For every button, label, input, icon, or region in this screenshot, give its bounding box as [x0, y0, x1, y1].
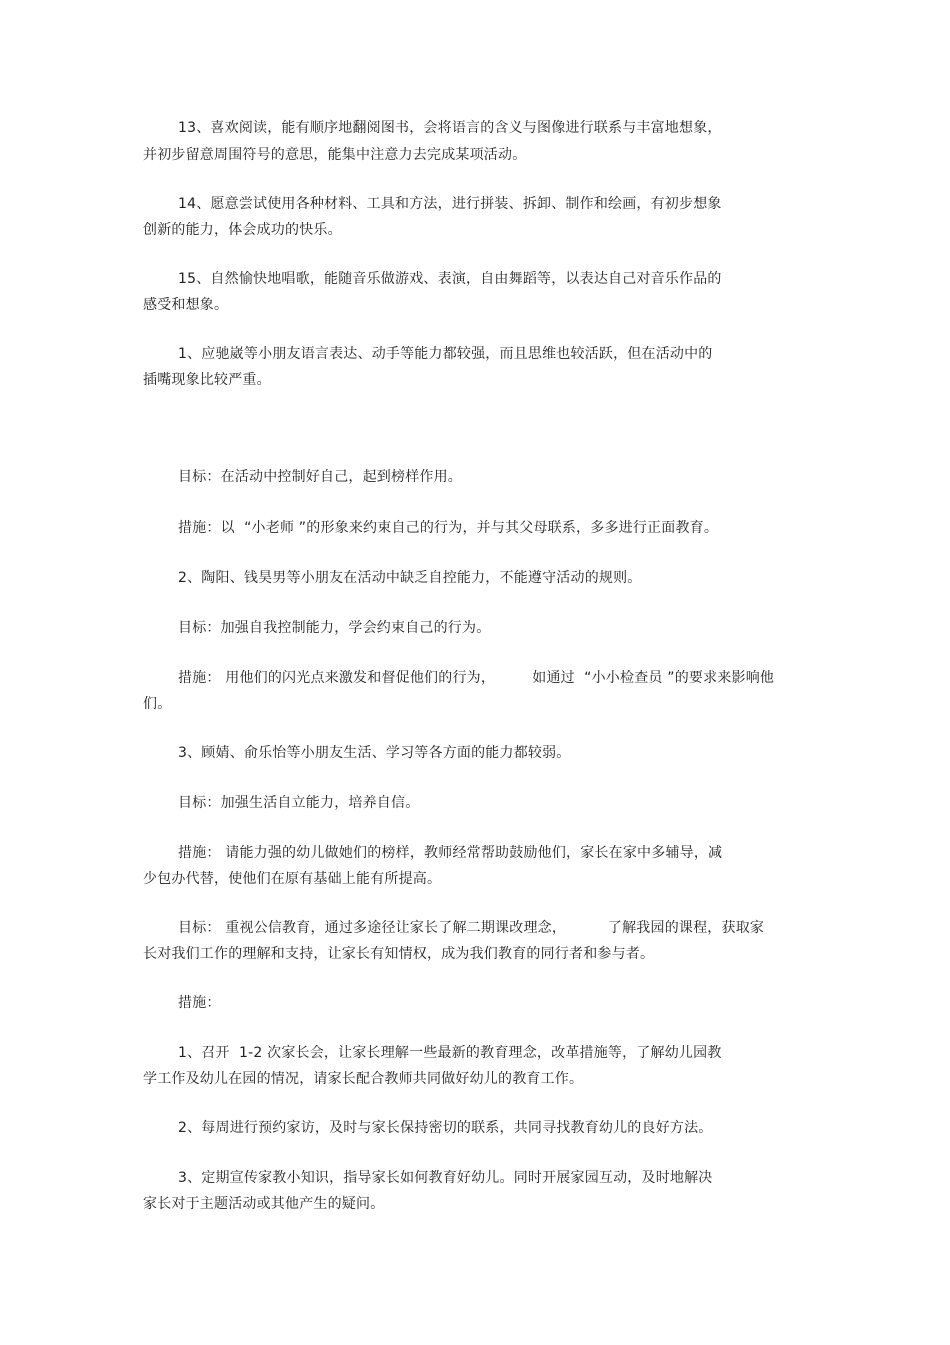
child-2-line: 2、陶阳、钱昊男等小朋友在活动中缺乏自控能力，不能遵守活动的规则。	[178, 570, 642, 586]
child-3-measure-line-2: 少包办代替，使他们在原有基础上能有所提高。	[143, 871, 442, 887]
parent-measure-2: 2、每周进行预约家访，及时与家长保持密切的联系，共同寻找教育幼儿的良好方法。	[178, 1120, 713, 1136]
parent-measure-3-line-2: 家长对于主题活动或其他产生的疑问。	[143, 1196, 385, 1212]
parent-measure-1-line-2: 学工作及幼儿在园的情况，请家长配合教师共同做好幼儿的教育工作。	[143, 1071, 584, 1087]
child-1-line-1: 1、应驰崴等小朋友语言表达、动手等能力都较强，而且思维也较活跃，但在活动中的	[178, 346, 713, 362]
child-3-measure-line-1: 措施： 请能力强的幼儿做她们的榜样，教师经常帮助鼓励他们，家长在家中多辅导，减	[178, 845, 723, 861]
paragraph-15-line-2: 感受和想象。	[143, 297, 229, 313]
parent-goal-line-2: 长对我们工作的理解和支持，让家长有知情权，成为我们教育的同行者和参与者。	[143, 946, 655, 962]
paragraph-14-line-2: 创新的能力，体会成功的快乐。	[143, 222, 342, 238]
paragraph-13-line-1: 13、喜欢阅读，能有顺序地翻阅图书，会将语言的含义与图像进行联系与丰富地想象，	[178, 120, 722, 136]
parent-measure-3-line-1: 3、定期宣传家教小知识，指导家长如何教育好幼儿。同时开展家园互动，及时地解决	[178, 1170, 713, 1186]
child-3-line: 3、顾婧、俞乐怡等小朋友生活、学习等各方面的能力都较弱。	[178, 745, 571, 761]
child-2-measure-line-2: 们。	[143, 696, 172, 712]
child-3-goal: 目标：加强生活自立能力，培养自信。	[178, 795, 420, 811]
parent-measures-heading: 措施：	[178, 995, 221, 1011]
child-1-measure: 措施：以 “小老师 ”的形象来约束自己的行为，并与其父母联系，多多进行正面教育。	[178, 520, 719, 536]
paragraph-14-line-1: 14、愿意尝试使用各种材料、工具和方法，进行拼装、拆卸、制作和绘画，有初步想象	[178, 196, 722, 212]
child-2-goal: 目标：加强自我控制能力，学会约束自己的行为。	[178, 620, 491, 636]
paragraph-13-line-2: 并初步留意周围符号的意思，能集中注意力去完成某项活动。	[143, 147, 527, 163]
child-2-measure-line-1: 措施： 用他们的闪光点来激发和督促他们的行为， 如通过 “小小检查员 ”的要求来影响他	[178, 670, 775, 686]
child-1-goal: 目标：在活动中控制好自己，起到榜样作用。	[178, 469, 462, 485]
parent-goal-line-1: 目标： 重视公信教育，通过多途径让家长了解二期课改理念， 了解我园的课程，获取家	[178, 920, 765, 936]
paragraph-15-line-1: 15、自然愉快地唱歌，能随音乐做游戏、表演，自由舞蹈等，以表达自己对音乐作品的	[178, 271, 722, 287]
parent-measure-1-line-1: 1、召开 1-2 次家长会，让家长理解一些最新的教育理念，改革措施等，了解幼儿园教	[178, 1045, 722, 1061]
child-1-line-2: 插嘴现象比较严重。	[143, 372, 271, 388]
